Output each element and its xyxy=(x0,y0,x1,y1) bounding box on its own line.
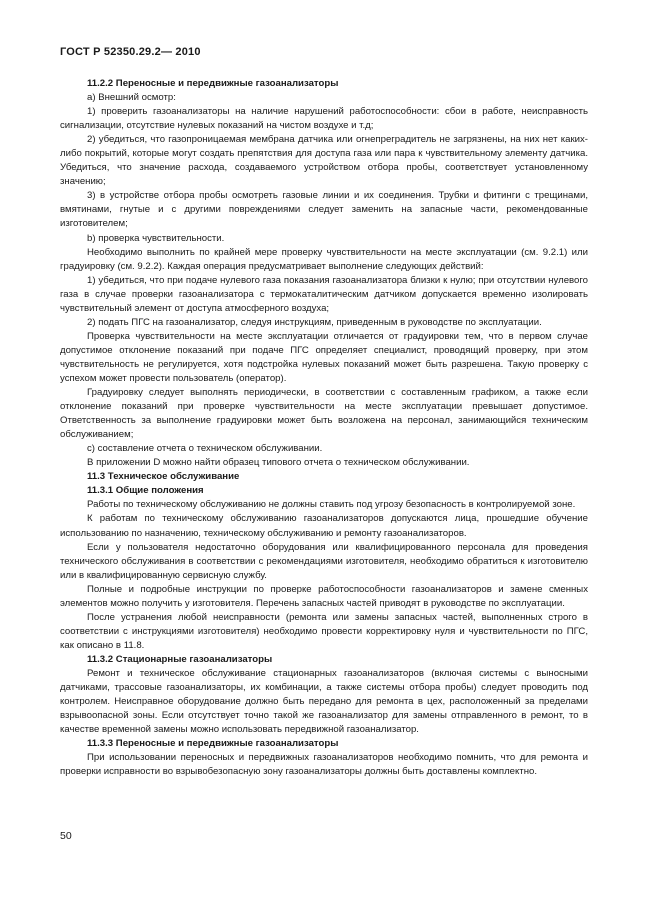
paragraph: После устранения любой неисправности (ремонта или замены запасных частей, выполненных строго в соответствии с инструкциями изготовителя) необходимо провести корректировку нуля и чувствительности по ПГС, как описано в 11.8. xyxy=(60,611,588,651)
paragraph: Работы по техническому обслуживанию не должны ставить под угрозу безопасность в контролируемой зоне. xyxy=(87,499,576,511)
section-heading: 11.3.3 Переносные и передвижные газоанализаторы xyxy=(87,738,339,750)
section-heading: 11.2.2 Переносные и передвижные газоанализаторы xyxy=(87,78,339,89)
paragraph: Проверка чувствительности на месте эксплуатации отличается от градуировки тем, что в первом случае допустимое отклонение показаний при подаче ПГС определяет специалист, проводящий проверку, при этом чувствительность не регулируется, хотя подстройка нулевых показаний может быть разрешена. Такую проверку с успехом может провести пользователь (оператор). xyxy=(60,330,588,384)
paragraph: 2) убедиться, что газопроницаемая мембрана датчика или огнепреградитель не загрязнены, на них нет каких-либо покрытий, которые могут создать препятствия для доступа газа или пара к чувствительному элементу датчика. Убедиться, что значение расхода, создаваемого устройством отбора пробы, соответствует установленному значению; xyxy=(60,134,588,188)
paragraph: Ремонт и техническое обслуживание стационарных газоанализаторов (включая системы с выносными датчиками, трассовые газоанализаторы, их комбинации, а также системы отбора пробы) следует проводить под контролем. Неисправное оборудование должно быть передано для ремонта в цех, расположенный за пределами взрывоопасной зоны. Если отсутствует точно такой же газоанализатор для замены отправленного в ремонт, то в качестве временной замены можно использовать передвижной газоанализатор. xyxy=(60,667,588,736)
document-body xyxy=(60,77,588,779)
paragraph: b) проверка чувствительности. xyxy=(87,232,225,244)
paragraph: с) составление отчета о техническом обслуживании. xyxy=(87,443,323,455)
paragraph: 1) проверить газоанализаторы на наличие нарушений работоспособности: сбои в работе, неисправность сигнализации, отсутствие нулевых показаний на чистом воздухе и т.д; xyxy=(60,106,588,132)
section-heading: 11.3.1 Общие положения xyxy=(87,485,204,497)
paragraph: В приложении D можно найти образец типового отчета о техническом обслуживании. xyxy=(87,457,470,469)
paragraph: а) Внешний осмотр: xyxy=(87,92,176,104)
paragraph: К работам по техническому обслуживанию газоанализаторов допускаются лица, прошедшие обучение использованию по назначению, техническому обслуживанию и ремонту газоанализаторов. xyxy=(60,513,588,539)
paragraph: При использовании переносных и передвижных газоанализаторов необходимо помнить, что для ремонта и проверки исправности во взрывобезопасную зону газоанализаторы должны быть доставлены комплектно. xyxy=(60,752,588,778)
paragraph: Градуировку следует выполнять периодически, в соответствии с составленным графиком, а также если отклонение показаний при проверке чувствительности на месте эксплуатации превышает допустимое. Ответственность за выполнение градуировки может быть возложена на персонал, занимающийся техническим обслуживанием; xyxy=(60,387,588,441)
paragraph: Необходимо выполнить по крайней мере проверку чувствительности на месте эксплуатации (см. 9.2.1) или градуировку (см. 9.2.2). Каждая операция предусматривает выполнение следующих действий: xyxy=(60,246,588,272)
paragraph: 2) подать ПГС на газоанализатор, следуя инструкциям, приведенным в руководстве по эксплуатации. xyxy=(87,316,542,328)
paragraph: Если у пользователя недостаточно оборудования или квалифицированного персонала для проведения технического обслуживания в соответствии с рекомендациями изготовителя, необходимо обратиться к изготовителю или в квалифицированную сервисную службу. xyxy=(60,541,588,581)
page-number: 50 xyxy=(60,830,72,842)
paragraph: 1) убедиться, что при подаче нулевого газа показания газоанализатора близки к нулю; при отсутствии нулевого газа в случае проверки газоанализатора с термокаталитическим датчиком допускается временно изолировать чувствительный элемент от доступа атмосферного воздуха; xyxy=(60,274,588,314)
paragraph: Полные и подробные инструкции по проверке работоспособности газоанализаторов и замене сменных элементов можно получить у изготовителя. Перечень запасных частей приводят в руководстве по эксплуатации. xyxy=(60,583,588,609)
section-heading: 11.3 Техническое обслуживание xyxy=(87,471,240,483)
section-heading: 11.3.2 Стационарные газоанализаторы xyxy=(87,653,273,665)
document-header: ГОСТ Р 52350.29.2— 2010 xyxy=(60,46,201,58)
paragraph: 3) в устройстве отбора пробы осмотреть газовые линии и их соединения. Трубки и фитинги с трещинами, вмятинами, гнутые и с другими повреждениями следует заменить на запасные части, рекомендованные изготовителем; xyxy=(60,190,588,230)
